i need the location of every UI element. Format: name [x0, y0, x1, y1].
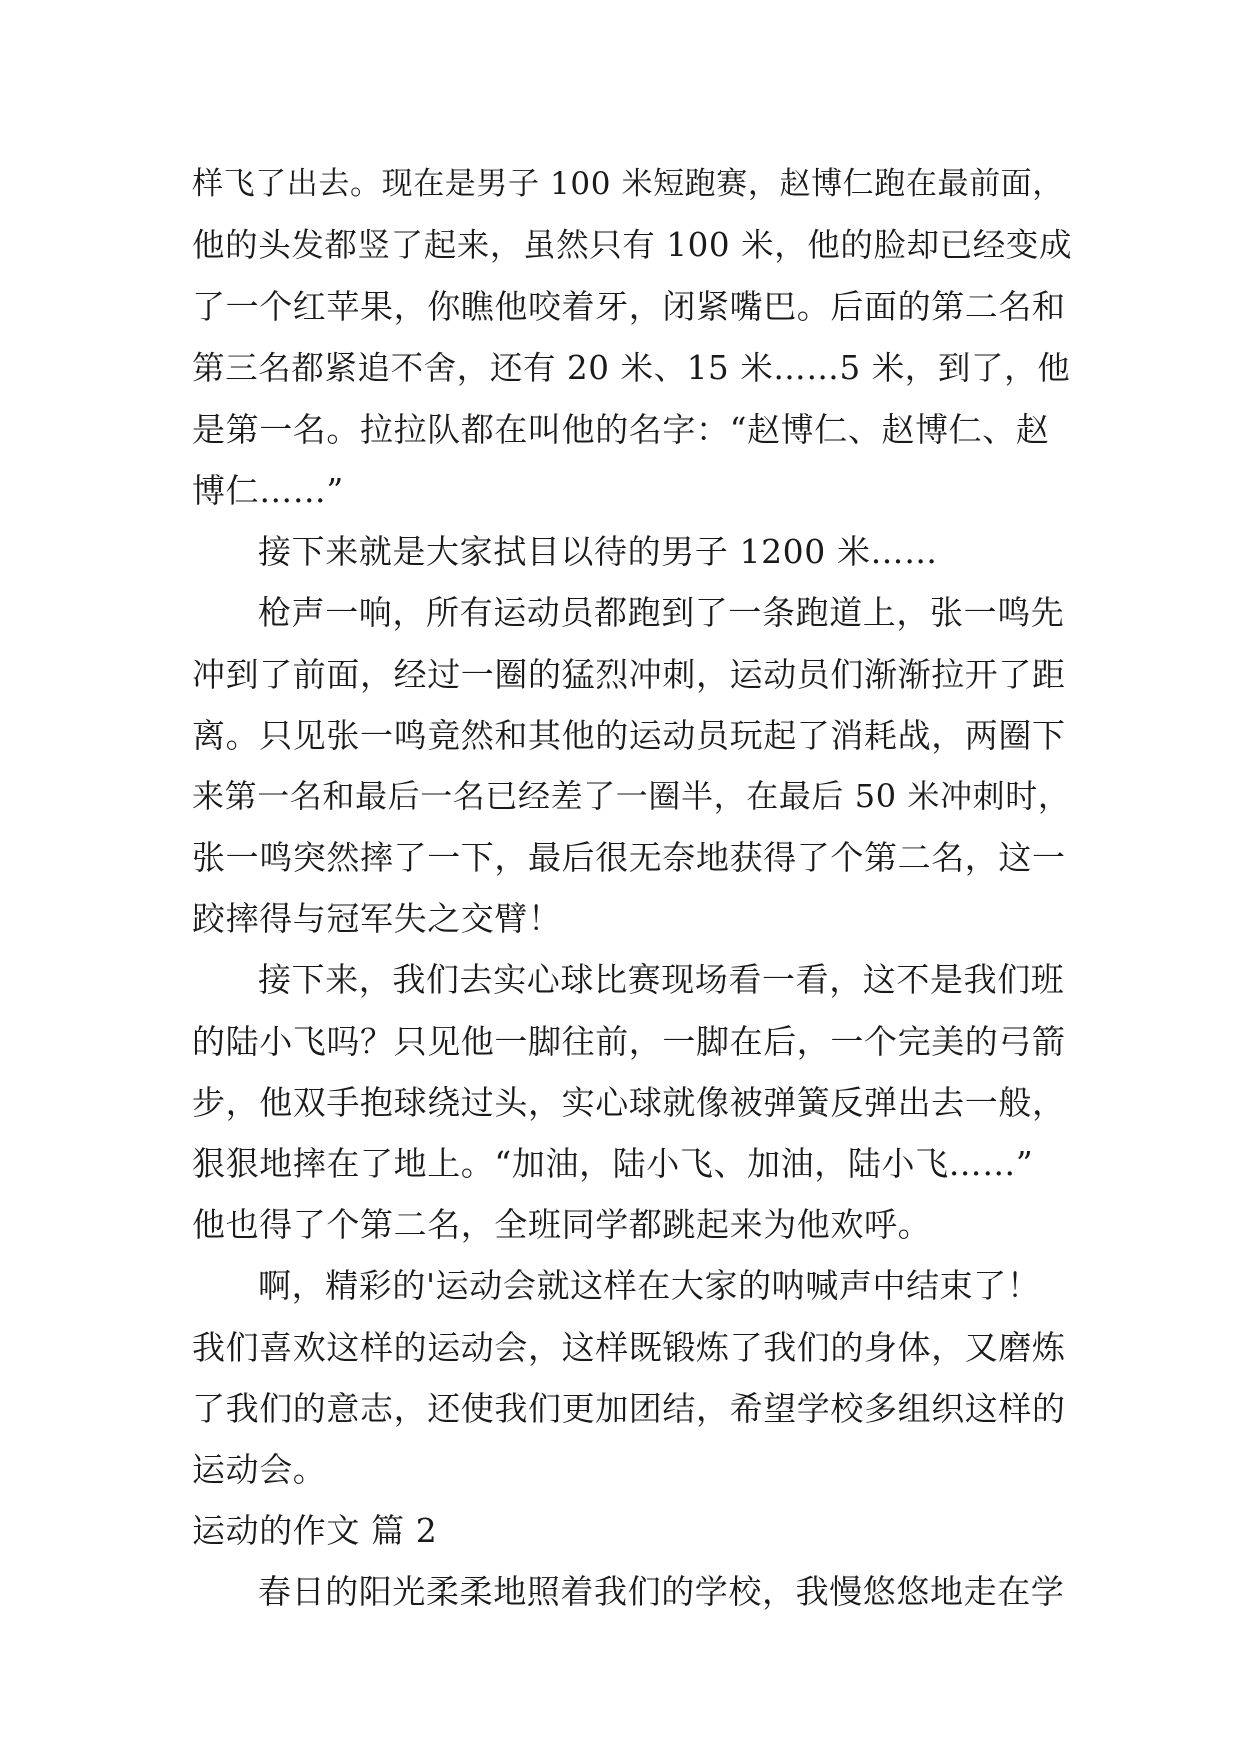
paragraph-first-line: 枪声一响，所有运动员都跑到了一条跑道上，张一鸣先 [258, 593, 1065, 633]
document-body [192, 154, 1072, 1623]
text-line: 来第一名和最后一名已经差了一圈半，在最后 50 米冲刺时， [192, 776, 1071, 815]
text-line: 离。只见张一鸣竟然和其他的运动员玩起了消耗战，两圈下 [192, 715, 1066, 755]
text-line: 步，他双手抱球绕过头，实心球就像被弹簧反弹出去一般， [192, 1082, 1066, 1122]
text-line: 张一鸣突然摔了一下，最后很无奈地获得了个第二名，这一 [192, 838, 1066, 878]
text-line: 运动的作文 篇 2 [192, 1511, 438, 1551]
text-line: 了我们的意志，还使我们更加团结，希望学校多组织这样的 [192, 1388, 1066, 1428]
paragraph-first-line: 接下来就是大家拭目以待的男子 1200 米…… [258, 532, 938, 572]
text-line: 运动会。 [192, 1449, 327, 1489]
text-line: 样飞了出去。现在是男子 100 米短跑赛，赵博仁跑在最前面， [192, 166, 1064, 202]
text-line: 他也得了个第二名，全班同学都跳起来为他欢呼。 [192, 1205, 932, 1245]
paragraph-first-line: 接下来，我们去实心球比赛现场看一看，这不是我们班 [258, 960, 1065, 1000]
text-line: 博仁……” [192, 470, 344, 510]
text-line: 冲到了前面，经过一圈的猛烈冲刺，运动员们渐渐拉开了距 [192, 654, 1066, 694]
text-line: 了一个红苹果，你瞧他咬着牙，闭紧嘴巴。后面的第二名和 [192, 287, 1066, 327]
text-line: 是第一名。拉拉队都在叫他的名字：“赵博仁、赵博仁、赵 [192, 409, 1050, 449]
text-line: 的陆小飞吗？只见他一脚往前，一脚在后，一个完美的弓箭 [192, 1021, 1066, 1061]
text-line: 我们喜欢这样的运动会，这样既锻炼了我们的身体，又磨炼 [192, 1327, 1066, 1367]
text-line: 他的头发都竖了起来，虽然只有 100 米，他的脸却已经变成 [192, 226, 1073, 265]
text-line: 跤摔得与冠军失之交臂！ [192, 899, 562, 939]
text-line: 狠狠地摔在了地上。“加油，陆小飞、加油，陆小飞……” [192, 1144, 1034, 1183]
paragraph-first-line: 啊，精彩的'运动会就这样在大家的呐喊声中结束了！ [258, 1266, 1041, 1306]
text-line: 第三名都紧追不舍，还有 20 米、15 米……5 米，到了，他 [192, 348, 1071, 387]
paragraph-first-line: 春日的阳光柔柔地照着我们的学校，我慢悠悠地走在学 [258, 1572, 1065, 1612]
